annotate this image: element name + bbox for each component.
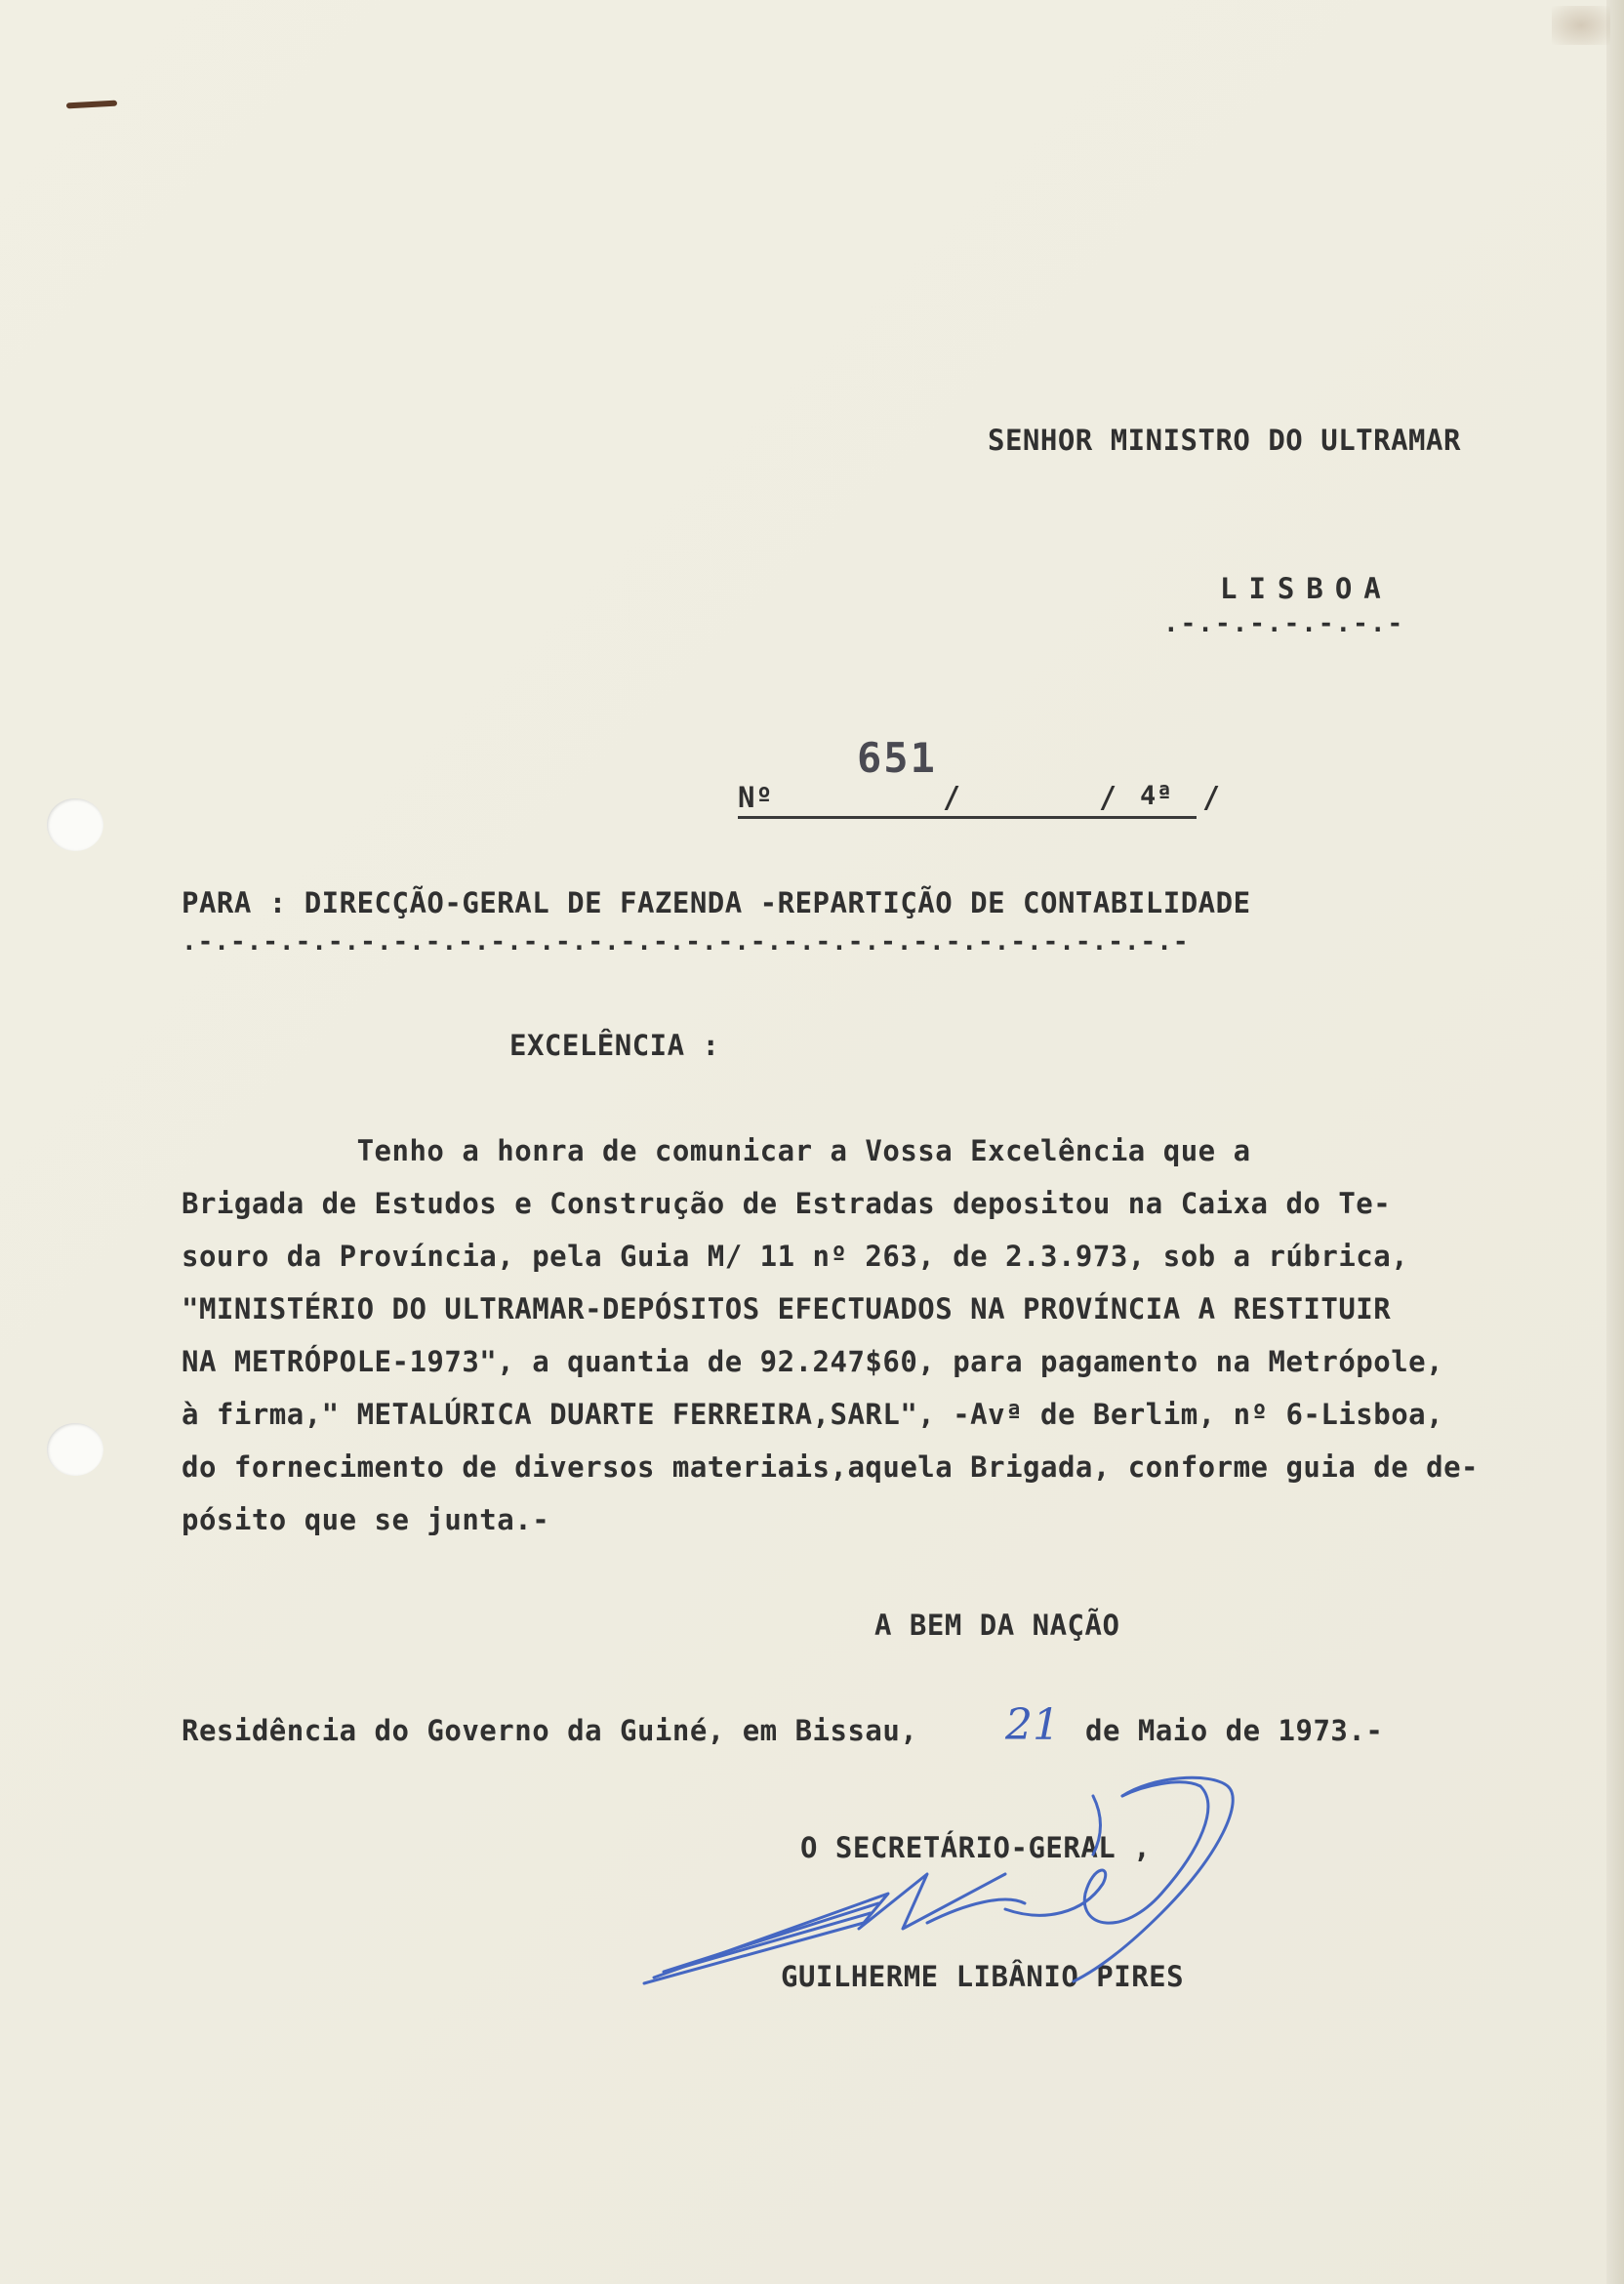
reference-label: Nº: [738, 781, 773, 814]
body-line: pósito que se junta.-: [182, 1503, 550, 1536]
date-suffix: de Maio de 1973.-: [1085, 1714, 1384, 1747]
body-line: Brigada de Estudos e Construção de Estradas depositou na Caixa do Te-: [182, 1187, 1392, 1220]
reference-underline: [738, 816, 1197, 819]
recipient-underline: .-.-.-.-.-.-.-.-.-.-.-.-.-.-.-.-.-.-.-.-.-.-.-.-.-.-.-.-.-.-.-: [182, 927, 1190, 957]
body-line: Tenho a honra de comunicar a Vossa Excelência que a: [182, 1134, 1251, 1167]
addressee: SENHOR MINISTRO DO ULTRAMAR: [988, 424, 1461, 457]
salutation: EXCELÊNCIA :: [509, 1029, 720, 1062]
reference-separator: /: [943, 781, 961, 815]
handwritten-day: 21: [1005, 1700, 1060, 1750]
body-line: à firma," METALÚRICA DUARTE FERREIRA,SARL", -Avª de Berlim, nº 6-Lisboa,: [182, 1398, 1444, 1431]
place-date: Residência do Governo da Guiné, em Bissau,: [182, 1714, 918, 1747]
reference-number: 651: [857, 734, 937, 782]
ink-mark: [66, 101, 117, 109]
city-underline: .-.-.-.-.-.-.-: [1163, 609, 1405, 638]
reference-separator: /: [1202, 781, 1221, 815]
page-edge: [1606, 0, 1624, 2284]
signatory-title: O SECRETÁRIO-GERAL ,: [800, 1831, 1152, 1864]
recipient-line: PARA : DIRECÇÃO-GERAL DE FAZENDA -REPARTIÇÃO DE CONTABILIDADE: [182, 886, 1251, 919]
body-line: NA METRÓPOLE-1973", a quantia de 92.247$60, para pagamento na Metrópole,: [182, 1345, 1444, 1378]
signature-scribble: [634, 1757, 1298, 2030]
punch-hole-bottom: [47, 1423, 103, 1476]
reference-series: 4ª: [1140, 781, 1173, 811]
city: LISBOA: [1220, 572, 1393, 605]
body-line: do fornecimento de diversos materiais,aquela Brigada, conforme guia de de-: [182, 1450, 1480, 1484]
signatory-name: GUILHERME LIBÂNIO PIRES: [781, 1960, 1185, 1993]
corner-stain: [1552, 6, 1610, 45]
punch-hole-top: [47, 798, 103, 851]
reference-separator: /: [1099, 781, 1117, 815]
closing: A BEM DA NAÇÃO: [874, 1609, 1120, 1642]
body-line: "MINISTÉRIO DO ULTRAMAR-DEPÓSITOS EFECTUADOS NA PROVÍNCIA A RESTITUIR: [182, 1292, 1392, 1326]
body-line: souro da Província, pela Guia M/ 11 nº 263, de 2.3.973, sob a rúbrica,: [182, 1240, 1409, 1273]
